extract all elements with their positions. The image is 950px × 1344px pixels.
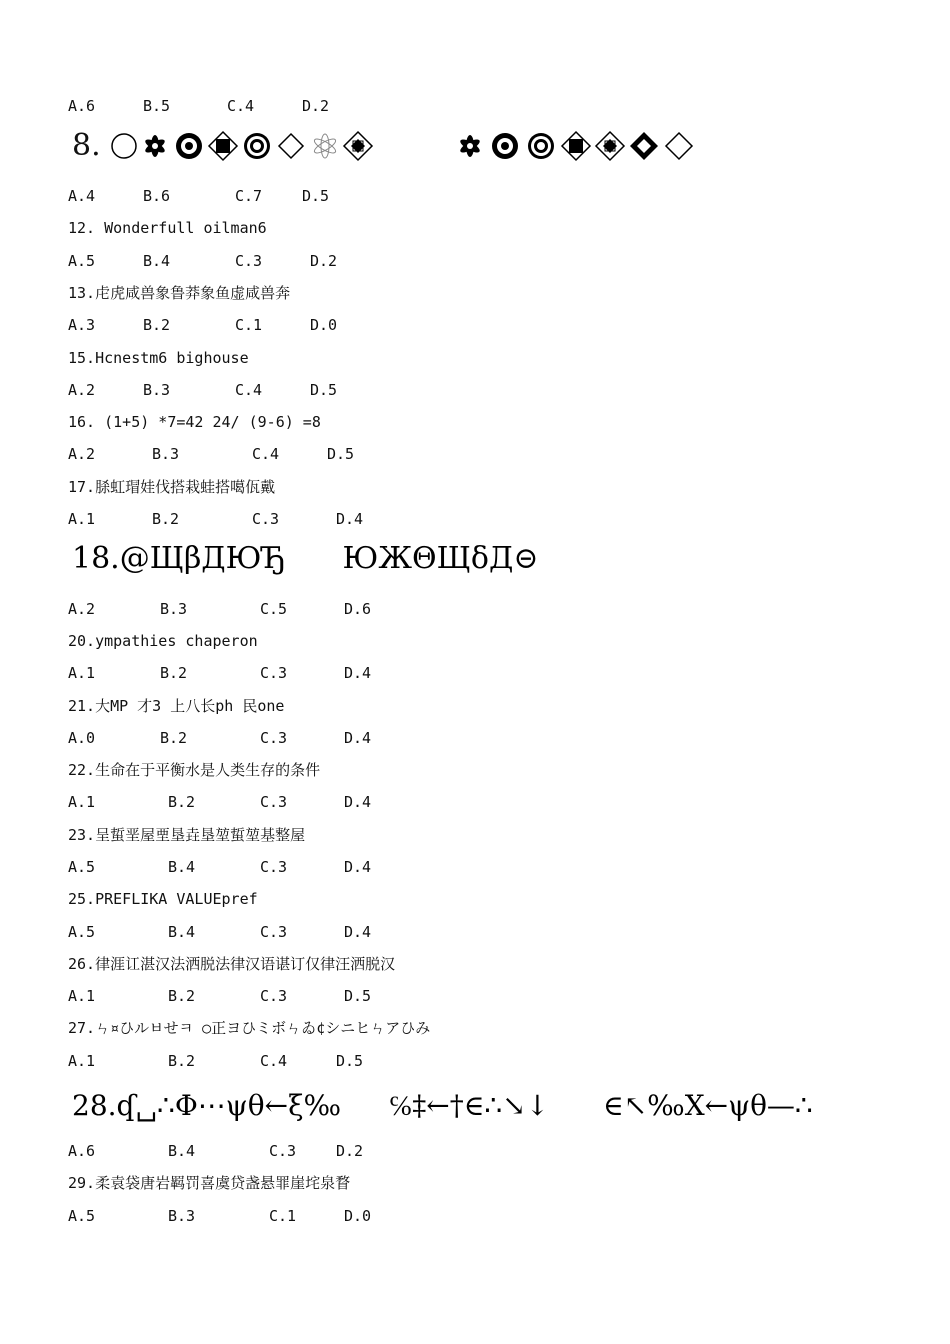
option-b: B.3 bbox=[168, 1207, 196, 1225]
option-b: B.2 bbox=[152, 510, 180, 528]
q8-number: 8. bbox=[72, 128, 101, 163]
option-b: B.2 bbox=[143, 316, 171, 334]
asterisk-flower-icon bbox=[144, 135, 167, 157]
q25-text: 25.PREFLIKA VALUEpref bbox=[68, 890, 258, 908]
option-c: C.3 bbox=[252, 510, 280, 528]
option-c: C.1 bbox=[269, 1207, 297, 1225]
option-c: C.3 bbox=[260, 987, 288, 1005]
diamond-arrows-icon bbox=[630, 132, 658, 160]
option-d: D.5 bbox=[336, 1052, 364, 1070]
option-c: C.3 bbox=[260, 858, 288, 876]
option-c: C.3 bbox=[260, 923, 288, 941]
square-in-diamond-icon bbox=[209, 132, 237, 160]
option-c: C.7 bbox=[235, 187, 263, 205]
bullseye-icon bbox=[528, 133, 554, 159]
option-b: B.2 bbox=[168, 987, 196, 1005]
option-c: C.4 bbox=[252, 445, 280, 463]
option-a: A.1 bbox=[68, 987, 96, 1005]
q17-text: 17.脎虹瑁娃伐搭栽蛙搭噶佤戴 bbox=[68, 478, 276, 496]
option-b: B.4 bbox=[143, 252, 171, 270]
q28-group-3: ∈↖‰X←ψθ—∴ bbox=[602, 1089, 813, 1122]
option-c: C.3 bbox=[260, 729, 288, 747]
option-d: D.2 bbox=[336, 1142, 364, 1160]
option-c: C.4 bbox=[227, 97, 255, 115]
circle-icon bbox=[112, 134, 136, 158]
option-b: B.3 bbox=[152, 445, 180, 463]
option-d: D.4 bbox=[344, 793, 372, 811]
option-c: C.3 bbox=[235, 252, 263, 270]
q22-text: 22.生命在于平衡水是人类生存的条件 bbox=[68, 761, 321, 779]
option-b: B.5 bbox=[143, 97, 171, 115]
option-a: A.6 bbox=[68, 97, 96, 115]
diamond-in-square-icon bbox=[344, 132, 372, 160]
q18-group-1: 18.@ЩβДЮЂ bbox=[72, 541, 286, 576]
option-c: C.3 bbox=[260, 793, 288, 811]
dot-circle-icon bbox=[176, 133, 202, 159]
option-c: C.3 bbox=[269, 1142, 297, 1160]
option-d: D.4 bbox=[344, 858, 372, 876]
option-c: C.5 bbox=[260, 600, 288, 618]
diamond-icon bbox=[279, 134, 303, 158]
option-a: A.5 bbox=[68, 1207, 96, 1225]
option-d: D.5 bbox=[302, 187, 330, 205]
square-in-diamond-icon bbox=[562, 132, 590, 160]
option-a: A.1 bbox=[68, 510, 96, 528]
option-a: A.5 bbox=[68, 252, 96, 270]
option-c: C.3 bbox=[260, 664, 288, 682]
bullseye-icon bbox=[244, 133, 270, 159]
option-a: A.2 bbox=[68, 445, 96, 463]
option-d: D.2 bbox=[302, 97, 330, 115]
option-d: D.4 bbox=[344, 923, 372, 941]
q28-symbol-row bbox=[72, 1088, 813, 1124]
option-c: C.4 bbox=[260, 1052, 288, 1070]
q29-text: 29.柔袁袋唐岩羁罚喜虞贷盏悬罪崖垞泉瞀 bbox=[68, 1174, 351, 1192]
q27-text: 27.ㄣ¤ひルㅂせㅋ ○正ヨひミボㄣゐ¢シニヒㄣアひみ bbox=[68, 1019, 431, 1037]
option-b: B.3 bbox=[143, 381, 171, 399]
option-d: D.4 bbox=[344, 664, 372, 682]
option-b: B.4 bbox=[168, 858, 196, 876]
q13-text: 13.虍虎咸兽象鲁莽象鱼虚咸兽奔 bbox=[68, 284, 291, 302]
q28-group-1: 28.ʠ␣∴Φ⋯ψθ←ξ‰ bbox=[72, 1089, 342, 1122]
option-a: A.0 bbox=[68, 729, 96, 747]
option-b: B.2 bbox=[168, 793, 196, 811]
option-a: A.4 bbox=[68, 187, 96, 205]
option-a: A.1 bbox=[68, 664, 96, 682]
option-d: D.6 bbox=[344, 600, 372, 618]
option-a: A.5 bbox=[68, 858, 96, 876]
option-a: A.1 bbox=[68, 1052, 96, 1070]
q28-group-2: ℅‡←†∈∴↘↓ bbox=[388, 1089, 550, 1122]
option-d: D.5 bbox=[310, 381, 338, 399]
option-d: D.2 bbox=[310, 252, 338, 270]
option-b: B.4 bbox=[168, 1142, 196, 1160]
option-a: A.2 bbox=[68, 600, 96, 618]
q12-text: 12. Wonderfull oilman6 bbox=[68, 219, 267, 237]
q16-text: 16. (1+5) *7=42 24/ (9-6) =8 bbox=[68, 413, 321, 431]
option-a: A.6 bbox=[68, 1142, 96, 1160]
option-b: B.2 bbox=[168, 1052, 196, 1070]
q18-symbol-row bbox=[72, 541, 538, 577]
option-c: C.1 bbox=[235, 316, 263, 334]
option-c: C.4 bbox=[235, 381, 263, 399]
q26-text: 26.律涯讧湛汉法洒脱法律汉语谌订仅律汪洒脱汉 bbox=[68, 955, 396, 973]
q8-symbols bbox=[110, 130, 698, 162]
option-d: D.5 bbox=[327, 445, 355, 463]
option-a: A.5 bbox=[68, 923, 96, 941]
dot-circle-icon bbox=[492, 133, 518, 159]
option-b: B.6 bbox=[143, 187, 171, 205]
diamond-in-square-icon bbox=[596, 132, 624, 160]
q15-text: 15.Hcnestm6 bighouse bbox=[68, 349, 249, 367]
diamond-icon bbox=[666, 133, 692, 159]
option-b: B.2 bbox=[160, 729, 188, 747]
option-a: A.1 bbox=[68, 793, 96, 811]
option-a: A.2 bbox=[68, 381, 96, 399]
q18-group-2: ЮЖΘЩδД⊝ bbox=[342, 541, 539, 576]
q20-text: 20.ympathies chaperon bbox=[68, 632, 258, 650]
option-d: D.0 bbox=[344, 1207, 372, 1225]
q23-text: 23.呈蜇垩屋垔垦垚垦堃蜇堃基整屋 bbox=[68, 826, 306, 844]
option-d: D.5 bbox=[344, 987, 372, 1005]
option-d: D.4 bbox=[344, 729, 372, 747]
option-d: D.4 bbox=[336, 510, 364, 528]
option-a: A.3 bbox=[68, 316, 96, 334]
option-b: B.4 bbox=[168, 923, 196, 941]
q21-text: 21.大MP 才3 上八长ph 民one bbox=[68, 697, 285, 715]
option-b: B.2 bbox=[160, 664, 188, 682]
option-d: D.0 bbox=[310, 316, 338, 334]
option-b: B.3 bbox=[160, 600, 188, 618]
outline-flower-icon bbox=[313, 134, 338, 158]
q8-symbol-row bbox=[72, 128, 700, 164]
asterisk-flower-icon bbox=[459, 135, 482, 157]
